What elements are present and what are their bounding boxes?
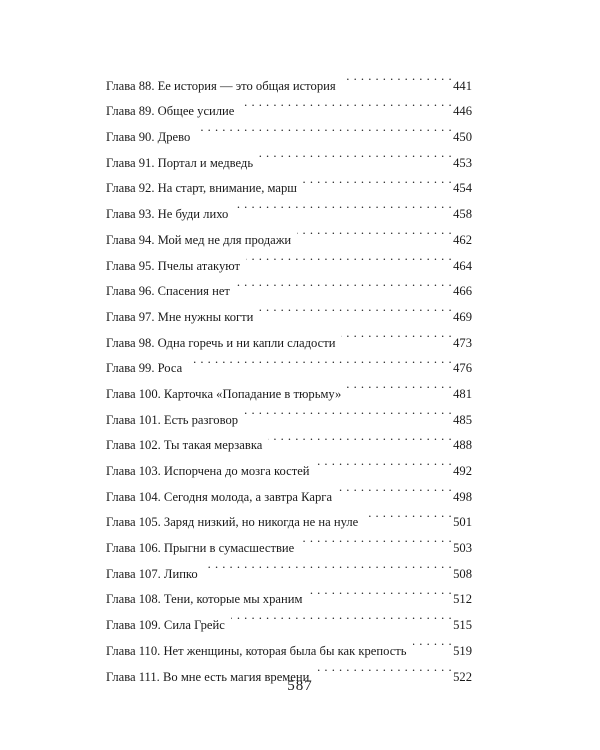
toc-entry-title: Глава 99. Роса	[106, 361, 183, 376]
toc-entry-page: 512	[453, 592, 472, 607]
toc-entry-page: 473	[453, 335, 472, 350]
dot-leader	[413, 629, 453, 655]
toc-entry-page: 454	[453, 181, 472, 196]
toc-entry	[106, 64, 472, 93]
toc-entry-page: 441	[453, 78, 472, 93]
toc-entry-title: Глава 104. Сегодня молода, а завтра Карга	[106, 489, 333, 504]
dot-leader	[364, 501, 452, 527]
dot-leader	[347, 372, 452, 398]
toc-entry-page: 446	[453, 104, 472, 119]
toc-entry-title: Глава 109. Сила Грейс	[106, 618, 225, 633]
toc-entry-page: 492	[453, 464, 472, 478]
toc-entry-title: Глава 88. Ее история — это общая история	[106, 78, 336, 93]
dot-leader	[315, 655, 452, 681]
dot-leader	[231, 603, 452, 629]
toc-entry-page: 466	[453, 284, 472, 299]
toc-entry-title: Глава 111. Во мне есть магия времени	[106, 669, 310, 684]
dot-leader	[244, 398, 452, 424]
toc-entry-title: Глава 105. Заряд низкий, но никогда не на нуле	[106, 515, 359, 530]
toc-entry-page: 498	[453, 489, 472, 504]
toc-entry-page: 501	[453, 515, 472, 530]
dot-leader	[196, 115, 452, 141]
toc-entry-page: 476	[453, 361, 472, 376]
toc-entry-page: 450	[453, 130, 472, 145]
toc-entry-title: Глава 107. Липко	[106, 566, 198, 581]
toc-entry-title: Глава 98. Одна горечь и ни капли сладости	[106, 335, 336, 350]
toc-entry-title: Глава 91. Портал и медведь	[106, 155, 254, 170]
toc-entry-page: 485	[453, 412, 472, 427]
dot-leader	[204, 552, 452, 578]
toc-entry-title: Глава 90. Древо	[106, 130, 191, 145]
toc-entry-title: Глава 102. Ты такая мерзавка	[106, 438, 263, 453]
toc-entry-title: Глава 93. Не буди лихо	[106, 207, 229, 222]
dot-leader	[236, 270, 452, 296]
dot-leader	[246, 244, 452, 270]
dot-leader	[338, 475, 452, 501]
dot-leader	[300, 526, 452, 552]
toc-entry-page: 515	[453, 618, 472, 633]
table-of-contents	[106, 64, 472, 684]
page-number: 587	[287, 678, 313, 694]
toc-entry-page: 481	[453, 386, 472, 401]
dot-leader	[303, 167, 452, 193]
dot-leader	[341, 321, 452, 347]
dot-leader	[316, 449, 453, 475]
toc-entry-title: Глава 92. На старт, внимание, марш	[106, 181, 298, 196]
toc-entry-title: Глава 106. Прыгни в сумасшествие	[106, 541, 295, 556]
toc-entry-title: Глава 103. Испорчена до мозга костей	[106, 464, 310, 478]
toc-entry-title: Глава 97. Мне нужны когти	[106, 309, 254, 324]
toc-entry-title: Глава 110. Нет женщины, которая была бы как крепость	[106, 643, 407, 658]
toc-entry-page: 522	[453, 669, 472, 684]
dot-leader	[240, 90, 452, 116]
toc-entry-title: Глава 95. Пчелы атакуют	[106, 258, 241, 273]
dot-leader	[268, 424, 452, 450]
toc-entry-title: Глава 94. Мой мед не для продажи	[106, 232, 292, 247]
toc-entry-page: 453	[453, 155, 472, 170]
toc-entry-title: Глава 101. Есть разговор	[106, 412, 239, 427]
dot-leader	[297, 218, 452, 244]
dot-leader	[342, 64, 452, 90]
toc-entry-title: Глава 108. Тени, которые мы храним	[106, 592, 303, 607]
toc-entry-title: Глава 96. Спасения нет	[106, 284, 230, 299]
toc-entry-page: 508	[453, 566, 472, 581]
dot-leader	[188, 347, 452, 373]
toc-entry-title: Глава 89. Общее усилие	[106, 104, 235, 119]
dot-leader	[259, 141, 452, 167]
toc-entry-page: 503	[453, 541, 472, 556]
dot-leader	[234, 192, 452, 218]
dot-leader	[259, 295, 452, 321]
toc-entry-page: 462	[453, 232, 472, 247]
dot-leader	[308, 578, 452, 604]
toc-entry-title: Глава 100. Карточка «Попадание в тюрьму»	[106, 386, 342, 401]
toc-entry-page: 519	[453, 643, 472, 658]
toc-entry-page: 469	[453, 309, 472, 324]
toc-entry-page: 458	[453, 207, 472, 222]
toc-entry-page: 488	[453, 438, 472, 453]
toc-entry-page: 464	[453, 258, 472, 273]
